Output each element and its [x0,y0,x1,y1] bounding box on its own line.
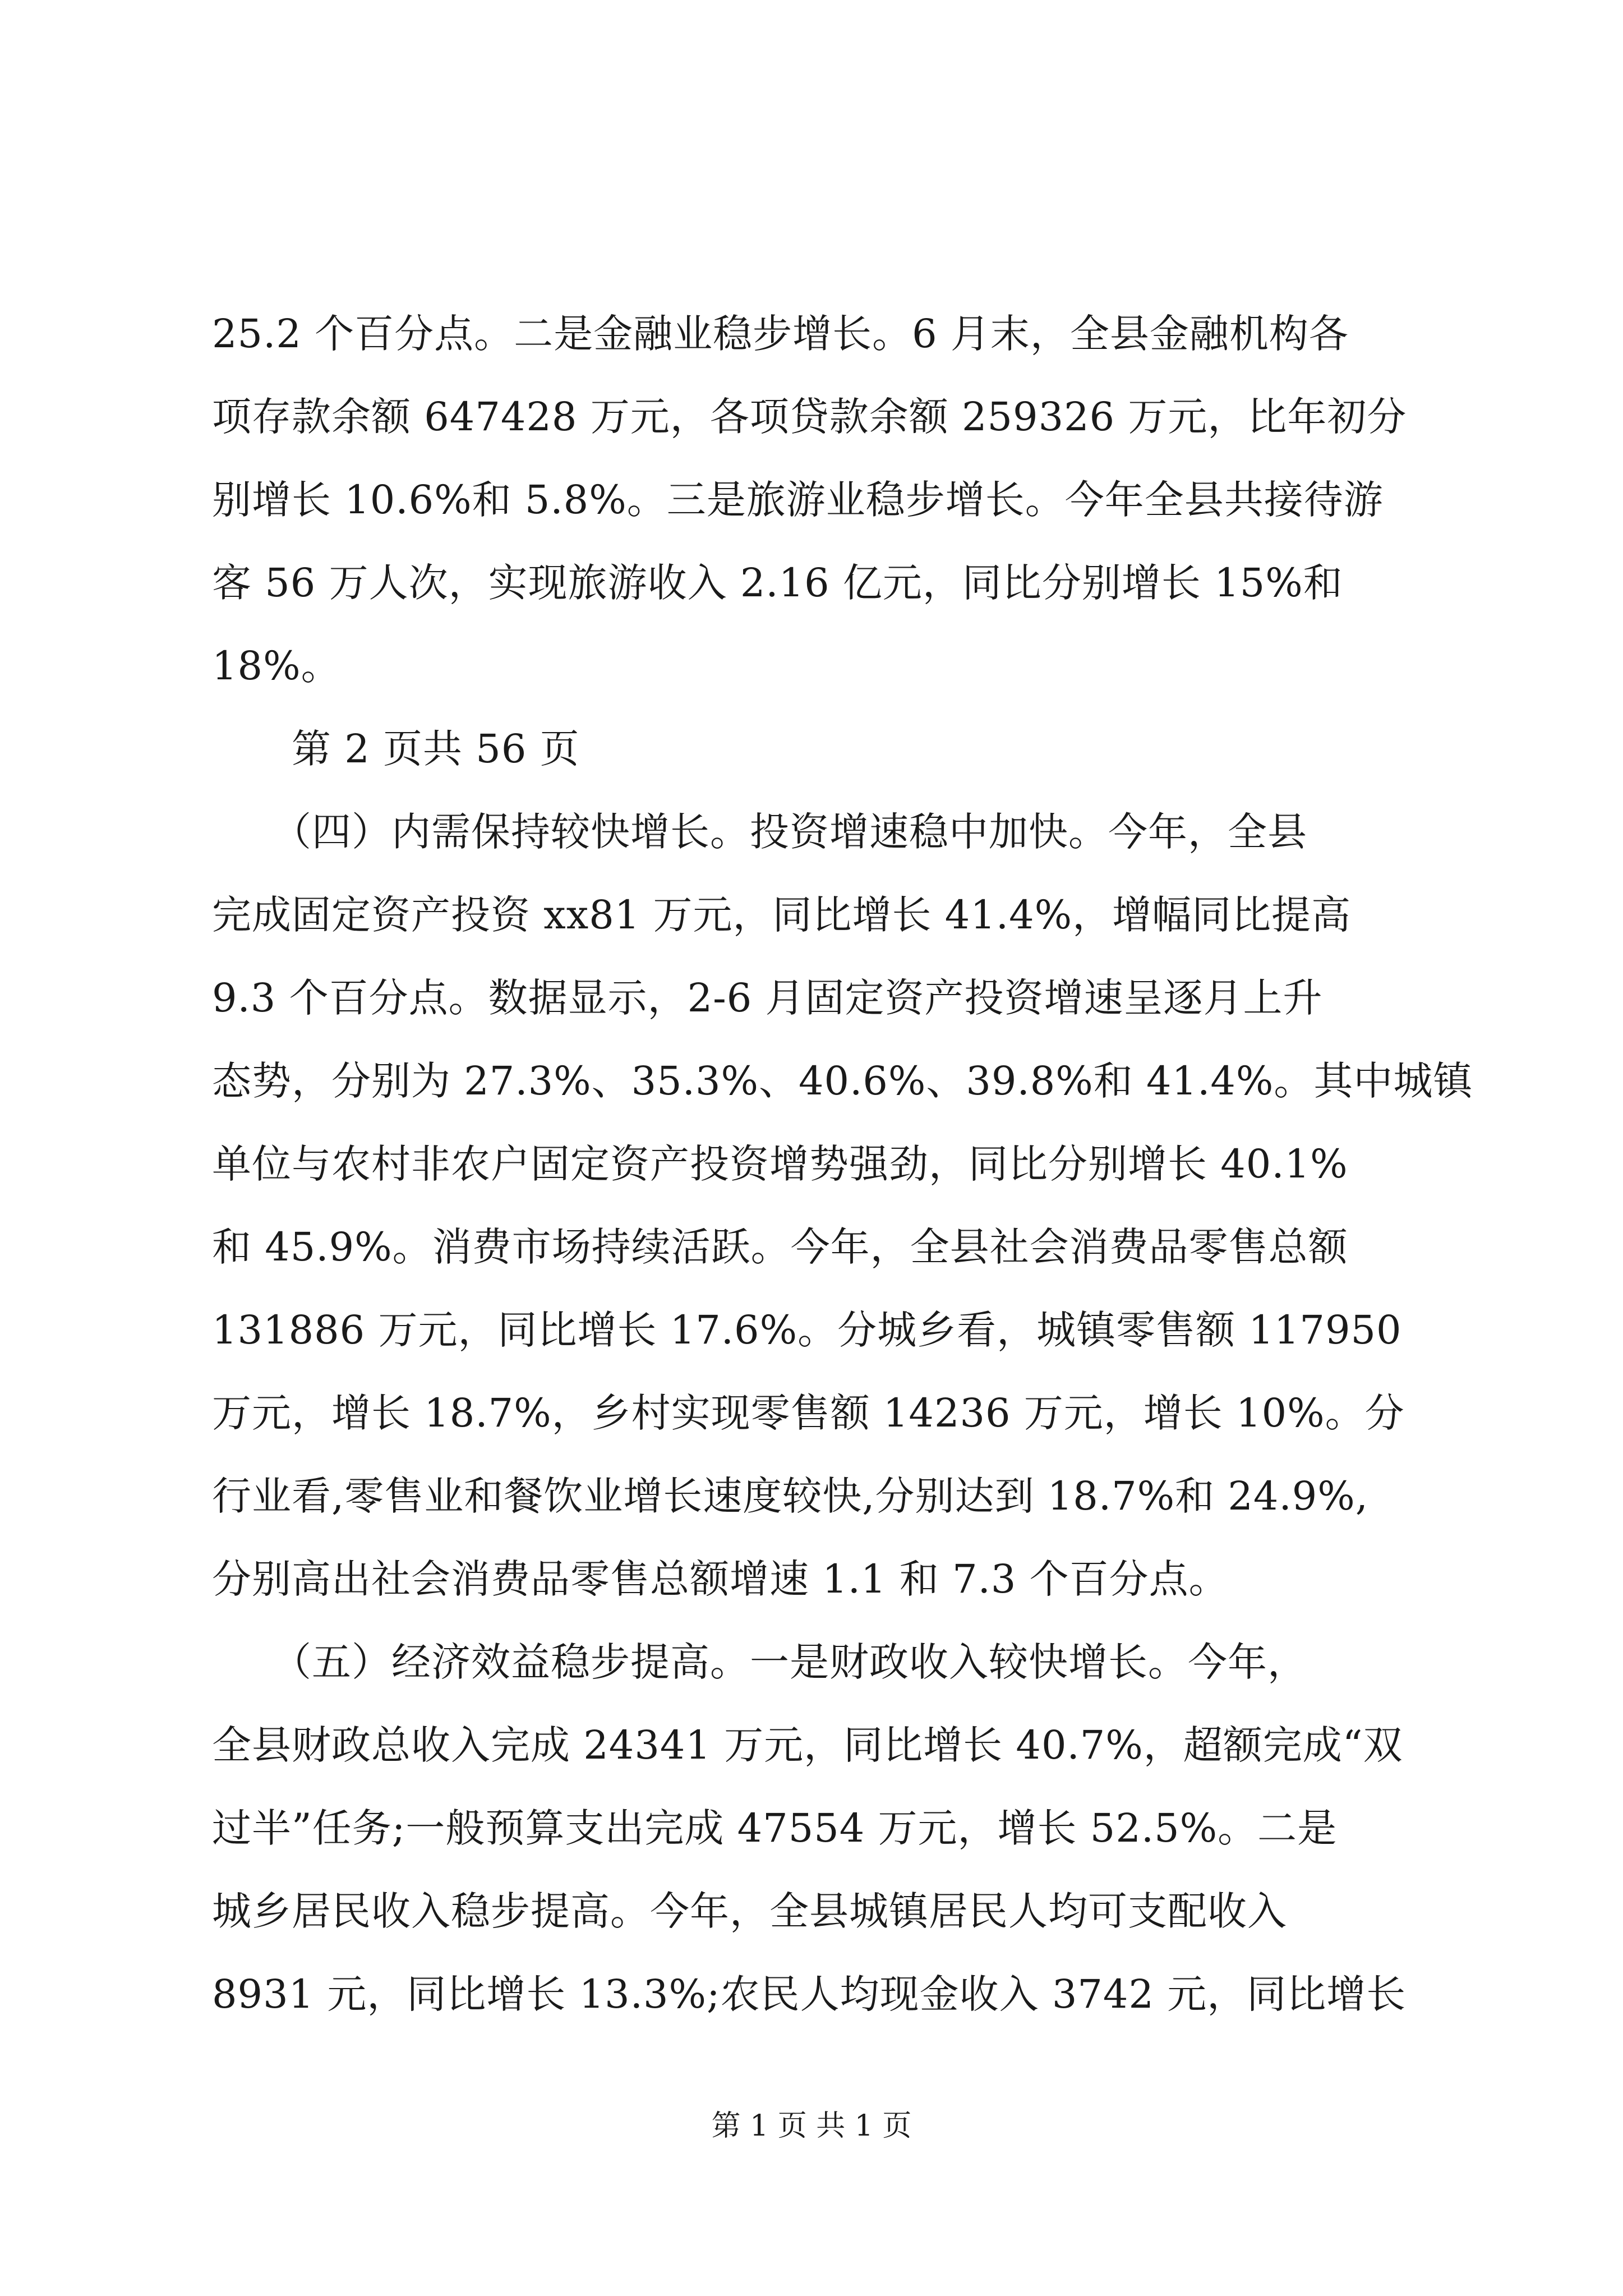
text-line: 万元，增长 18.7%，乡村实现零售额 14236 万元，增长 10%。分 [212,1390,1405,1436]
text-line: 和 45.9%。消费市场持续活跃。今年，全县社会消费品零售总额 [212,1224,1348,1270]
text-line: 过半”任务;一般预算支出完成 47554 万元，增长 52.5%。二是 [212,1805,1338,1851]
text-line: 项存款余额 647428 万元，各项贷款余额 259326 万元，比年初分 [212,394,1407,440]
text-line: 完成固定资产投资 xx81 万元，同比增长 41.4%，增幅同比提高 [212,892,1352,938]
text-line: 行业看,零售业和餐饮业增长速度较快,分别达到 18.7%和 24.9%, [212,1473,1368,1519]
text-line: 别增长 10.6%和 5.8%。三是旅游业稳步增长。今年全县共接待游 [212,477,1384,523]
text-line: 18%。 [212,643,341,689]
text-line: 单位与农村非农户固定资产投资增势强劲，同比分别增长 40.1% [212,1141,1348,1187]
text-line: 态势，分别为 27.3%、35.3%、40.6%、39.8%和 41.4%。其中城镇 [212,1058,1473,1104]
text-line: 25.2 个百分点。二是金融业稳步增长。6 月末，全县金融机构各 [212,311,1349,357]
text-line: 全县财政总收入完成 24341 万元，同比增长 40.7%，超额完成“双 [212,1722,1403,1768]
page-footer: 第 1 页 共 1 页 [711,2109,912,2143]
paragraph-heading-line: （四）内需保持较快增长。投资增速稳中加快。今年，全县 [212,809,1307,855]
text-line: 9.3 个百分点。数据显示，2-6 月固定资产投资增速呈逐月上升 [212,975,1323,1021]
text-line: 131886 万元，同比增长 17.6%。分城乡看，城镇零售额 117950 [212,1307,1402,1353]
text-line: 分别高出社会消费品零售总额增速 1.1 和 7.3 个百分点。 [212,1556,1229,1602]
text-line: 8931 元，同比增长 13.3%;农民人均现金收入 3742 元，同比增长 [212,1971,1407,2017]
text-line: 城乡居民收入稳步提高。今年，全县城镇居民人均可支配收入 [212,1888,1287,1934]
text-line: 客 56 万人次，实现旅游收入 2.16 亿元，同比分别增长 15%和 [212,560,1343,606]
paragraph-heading-line: （五）经济效益稳步提高。一是财政收入较快增长。今年， [212,1639,1307,1685]
page-count-line: 第 2 页共 56 页 [212,726,580,772]
